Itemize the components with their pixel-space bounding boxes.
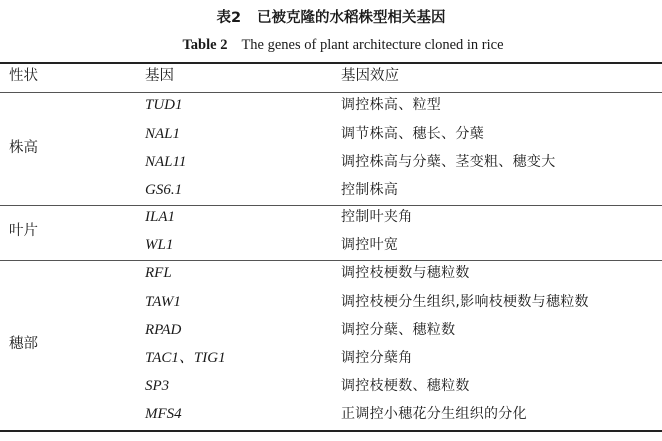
gene-effect: 正调控小穗花分生组织的分化 [341, 406, 527, 422]
gene-effect: 调控分蘖、穗粒数 [341, 322, 456, 338]
group-divider-2 [0, 260, 662, 261]
gene-name: WL1 [145, 237, 174, 253]
gene-name: GS6.1 [145, 182, 183, 198]
gene-name: RPAD [145, 322, 182, 338]
gene-name: RFL [145, 265, 172, 281]
gene-effect: 调控枝梗数与穗粒数 [341, 265, 470, 281]
group-divider-1 [0, 205, 662, 206]
header-rule [0, 92, 662, 93]
gene-effect: 调控分蘖角 [341, 350, 413, 366]
table-top-rule [0, 62, 662, 64]
table-number-en: Table 2 [182, 37, 228, 53]
gene-effect: 调控叶宽 [341, 237, 399, 253]
table-bottom-rule [0, 430, 662, 432]
trait-leaf: 叶片 [9, 223, 38, 239]
table-title-cn [0, 6, 662, 27]
gene-name: TAC1、TIG1 [145, 350, 226, 366]
table-number-cn: 表2 [216, 10, 242, 26]
header-trait: 性状 [9, 68, 38, 84]
gene-effect: 控制株高 [341, 182, 399, 198]
trait-panicle: 穗部 [9, 336, 38, 352]
gene-effect: 调节株高、穗长、分蘖 [341, 126, 484, 142]
trait-plant-height: 株高 [9, 140, 38, 156]
gene-name: NAL1 [145, 126, 181, 142]
gene-effect: 调控株高与分蘖、茎变粗、穗变大 [341, 154, 556, 170]
gene-effect: 调控枝梗分生组织,影响枝梗数与穗粒数 [341, 294, 589, 310]
gene-effect: 调控枝梗数、穗粒数 [341, 378, 470, 394]
gene-name: MFS4 [145, 406, 182, 422]
table-caption-en: The genes of plant architecture cloned in rice [241, 37, 504, 53]
gene-name: TAW1 [145, 294, 181, 310]
gene-name: ILA1 [145, 209, 175, 225]
gene-name: SP3 [145, 378, 170, 394]
gene-effect: 控制叶夹角 [341, 209, 413, 225]
table-title-en [0, 37, 662, 54]
table-caption-cn: 已被克隆的水稻株型相关基因 [257, 10, 446, 26]
gene-name: TUD1 [145, 97, 183, 113]
gene-effect: 调控株高、粒型 [341, 97, 442, 113]
header-effect: 基因效应 [341, 68, 399, 84]
gene-name: NAL11 [145, 154, 187, 170]
header-gene: 基因 [145, 68, 174, 84]
